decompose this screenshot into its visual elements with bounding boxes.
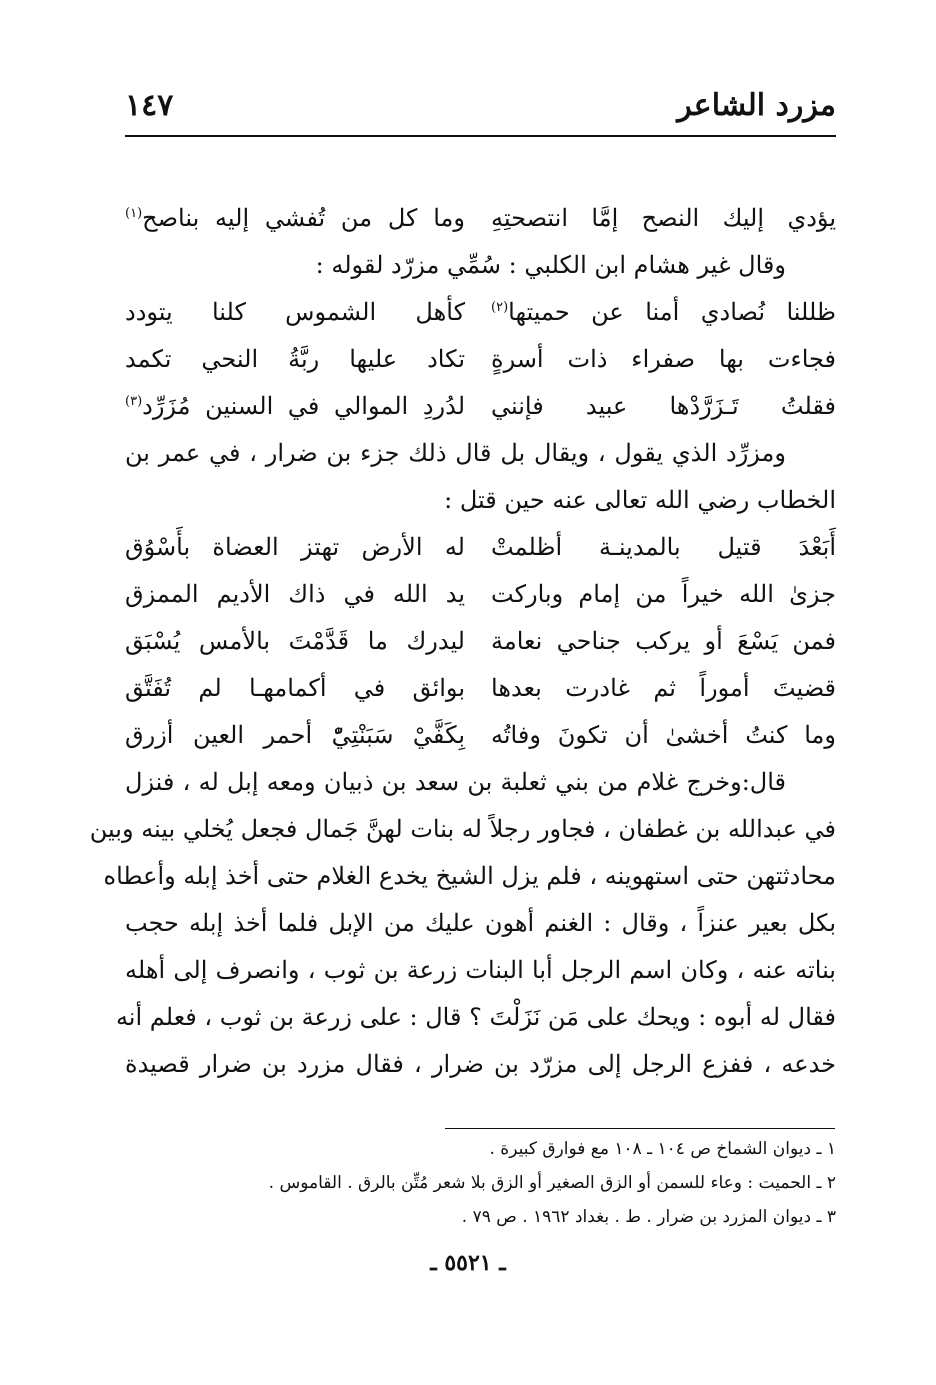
footnote-rule [445, 1128, 835, 1129]
verse-second-hemistich [125, 383, 465, 430]
prose-line: بكل بعير عنزاً ، وقال : الغنم أهون عليك من الإبل فلما أخذ إبله حجب [125, 909, 836, 937]
verse-first-hemistich [491, 289, 836, 336]
verse-second-hemistich: ليدرك ما قَدَّمْتَ بالأمس يُسْبَق [125, 627, 465, 655]
verse-first-hemistich: أَبَعْدَ قتيل بالمدينـة أظلمتْ [491, 533, 836, 561]
verse-line [125, 383, 836, 430]
verse-line [125, 665, 836, 712]
verse-first-hemistich: وما كنتُ أخشىٰ أن تكونَ وفاتُه [491, 721, 836, 749]
verse-second-hemistich: يد الله في ذاك الأديم الممزق [125, 580, 465, 608]
verse-first-hemistich: فمن يَسْعَ أو يركب جناحي نعامة [491, 627, 836, 655]
prose-line: في عبدالله بن غطفان ، فجاور رجلاً له بنات لهنَّ جَمال فجعل يُخلي بينه وبين [89, 815, 836, 843]
footnote-ref: (٣) [125, 394, 143, 409]
verse-second-hemistich [125, 195, 465, 242]
footnote: ٢ ـ الحميت : وعاء للسمن أو الزق الصغير أو الزق بلا شعر مُتِّن بالرق . القاموس . [268, 1173, 836, 1193]
prose-line: قال:وخرج غلام من بني ثعلبة بن سعد بن ذبيان ومعه إبل له ، فنزل [125, 768, 786, 796]
prose-line: وقال غير هشام ابن الكلبي : سُمِّي مزرّد لقوله : [315, 251, 786, 279]
prose-line: خدعه ، ففزع الرجل إلى مزرّد بن ضرار ، فقال مزرد بن ضرار قصيدة [125, 1050, 836, 1078]
verse-second-hemistich: بِكَفَّيْ سَبَنْتِيّْ أحمر العين أزرق [125, 721, 465, 749]
footnotes [125, 1132, 836, 1234]
hemistich-text: لدُردِ الموالي في السنين مُزَرِّد [142, 392, 465, 420]
verse-first-hemistich: فجاءت بها صفراء ذات أسرةٍ [491, 345, 836, 373]
verse-second-hemistich: كأهل الشموس كلنا يتودد [125, 298, 465, 326]
verse-line [125, 195, 836, 242]
prose-line: محادثتهن حتى استهوينه ، فلم يزل الشيخ يخدع الغلام حتى أخذ إبله وأعطاه [103, 862, 836, 890]
verse-line [125, 524, 836, 571]
page-number: ١٤٧ [125, 88, 174, 123]
footnote: ٣ ـ ديوان المزرد بن ضرار . ط . بغداد ١٩٦٢ . ص ٧٩ . [461, 1207, 836, 1227]
footnote: ١ ـ ديوان الشماخ ص ١٠٤ ـ ١٠٨ مع فوارق كبيرة . [489, 1139, 836, 1159]
page-header [125, 80, 836, 130]
main-text [89, 195, 836, 1088]
footnote-ref: (٢) [491, 300, 509, 315]
prose-line: فقال له أبوه : ويحك على مَن نَزَلْتَ ؟ قال : على زرعة بن ثوب ، فعلم أنه [115, 1003, 836, 1031]
prose-line: بناته عنه ، وكان اسم الرجل أبا البنات زرعة بن ثوب ، وانصرف إلى أهله [125, 956, 836, 984]
verse-line [125, 336, 836, 383]
verse-second-hemistich: تكاد عليها ربَّةُ النحي تكمد [125, 345, 465, 373]
running-head: مزرد الشاعر [677, 88, 836, 123]
verse-second-hemistich: له الأرض تهتز العضاة بأَسْوُق [125, 533, 465, 561]
verse-first-hemistich: يؤدي إليك النصح إمَّا انتصحتِهِ [491, 204, 836, 232]
verse-second-hemistich: بوائق في أكمامهـا لم تُفَتَّق [125, 674, 465, 702]
verse-first-hemistich: جزىٰ الله خيراً من إمام وباركت [491, 580, 836, 608]
hemistich-text: ظللنا نُصادي أمنا عن حميتها [508, 298, 836, 326]
verse-first-hemistich: قضيتَ أموراً ثم غادرت بعدها [491, 674, 836, 702]
verse-line [125, 289, 836, 336]
verse-line [125, 618, 836, 665]
hemistich-text: وما كل من تُفشي إليه بناصح [142, 204, 465, 232]
prose-line: ومزرِّد الذي يقول ، ويقال بل قال ذلك جزء بن ضرار ، في عمر بن [125, 439, 786, 467]
header-rule [125, 135, 836, 137]
verse-line [125, 712, 836, 759]
verse-line [125, 571, 836, 618]
prose-line: الخطاب رضي الله تعالى عنه حين قتل : [444, 486, 836, 514]
folio-number: ـ ٥٥٢١ ـ [430, 1250, 506, 1276]
verse-first-hemistich: فقلتُ تَـزَرَّدْها عبيد فإنني [491, 392, 836, 420]
footnote-ref: (١) [125, 206, 143, 221]
